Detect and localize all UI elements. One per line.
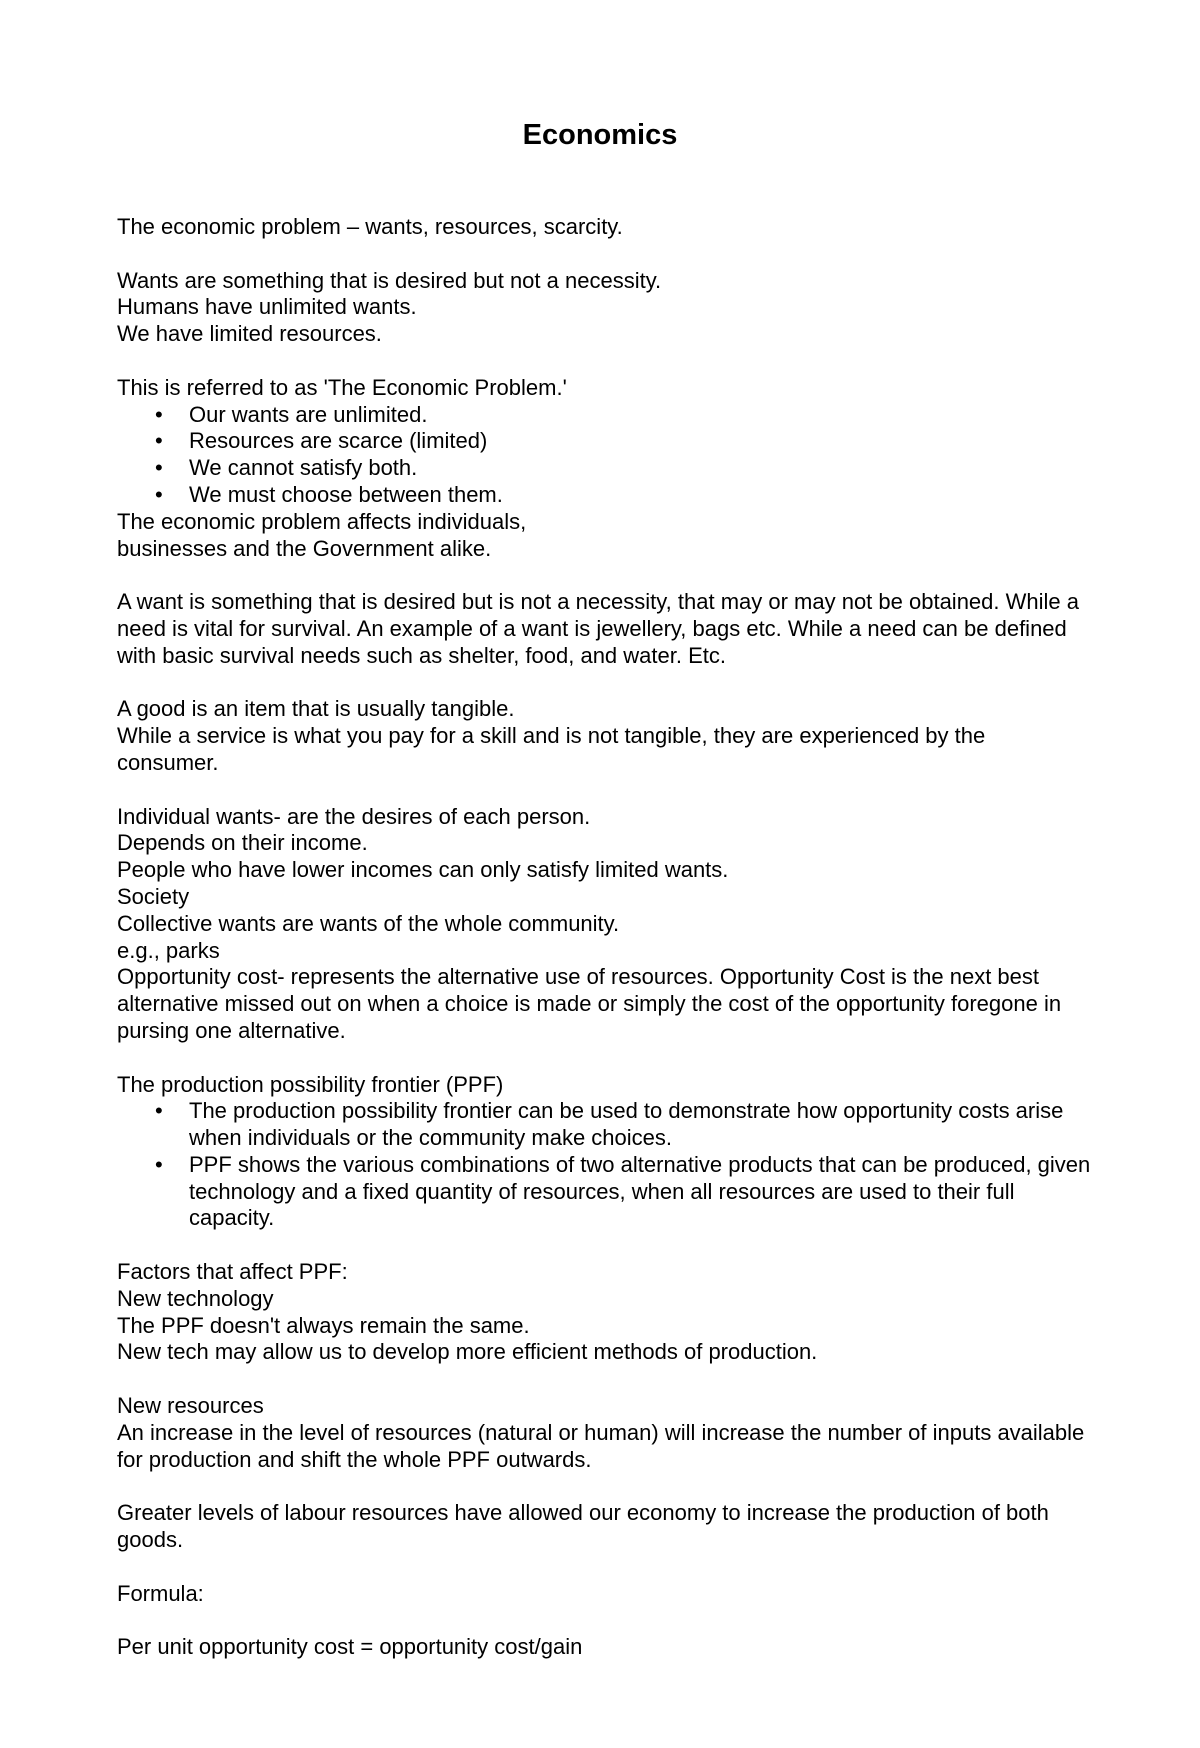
paragraph-economic-problem: The economic problem – wants, resources, scarcity. [117, 214, 623, 239]
bullet-icon: • [155, 455, 163, 481]
paragraph-spacer [117, 1045, 1092, 1072]
list-item [117, 455, 1092, 482]
paragraph-spacer [117, 1232, 1092, 1259]
paragraph-spacer [117, 777, 1092, 804]
bullet-list-economic-problem [117, 402, 1092, 509]
paragraph-spacer [117, 1366, 1092, 1393]
text-line: Factors that affect PPF: [117, 1259, 348, 1285]
list-item-text: Resources are scarce (limited) [189, 428, 488, 454]
text-line: New technology [117, 1285, 274, 1311]
text-line: While a service is what you pay for a skill and is not tangible, they are experienced by the consumer. [117, 723, 986, 775]
text-line: We have limited resources. [117, 321, 382, 347]
list-item [117, 1098, 1092, 1152]
paragraph-spacer [117, 348, 1092, 375]
list-item-text: Our wants are unlimited. [189, 401, 428, 427]
list-item [117, 428, 1092, 455]
list-item-text: We must choose between them. [189, 481, 503, 507]
document-body [117, 214, 1092, 1661]
text-line: This is referred to as 'The Economic Problem.' [117, 374, 567, 400]
bullet-icon: • [155, 1151, 163, 1177]
text-line: The PPF doesn't always remain the same. [117, 1312, 530, 1338]
text-line: The economic problem affects individuals, [117, 508, 527, 534]
list-item [117, 482, 1092, 509]
list-item [117, 402, 1092, 429]
paragraph-spacer [117, 1607, 1092, 1634]
paragraph-spacer [117, 1473, 1092, 1500]
text-line: New resources [117, 1393, 264, 1419]
paragraph-spacer [117, 562, 1092, 589]
text-line: A good is an item that is usually tangible. [117, 696, 515, 722]
list-item-text: We cannot satisfy both. [189, 455, 418, 481]
paragraph-spacer [117, 670, 1092, 697]
list-item [117, 1152, 1092, 1232]
list-item-text: The production possibility frontier can be used to demonstrate how opportunity costs arise when individuals or the community make choices. [189, 1098, 1064, 1151]
paragraph-spacer [117, 1554, 1092, 1581]
paragraph-labour-resources: Greater levels of labour resources have allowed our economy to increase the production of both goods. [117, 1500, 1049, 1553]
text-line: Humans have unlimited wants. [117, 294, 417, 320]
list-item-text: PPF shows the various combinations of two alternative products that can be produced, given technology and a fixed quantity of resources, when all resources are used to their full capacity. [189, 1151, 1091, 1231]
formula-text: Per unit opportunity cost = opportunity cost/gain [117, 1634, 583, 1660]
text-line: New tech may allow us to develop more efficient methods of production. [117, 1339, 818, 1365]
bullet-icon: • [155, 428, 163, 454]
bullet-list-ppf [117, 1098, 1092, 1232]
text-line: Wants are something that is desired but not a necessity. [117, 267, 662, 293]
formula-label: Formula: [117, 1580, 204, 1606]
paragraph-opportunity-cost: Opportunity cost- represents the alternative use of resources. Opportunity Cost is the next best alternative missed out on when a choice is made or simply the cost of the opportunity foregone in pursing one alternative. [117, 964, 1062, 1043]
paragraph-spacer [117, 241, 1092, 268]
bullet-icon: • [155, 481, 163, 507]
paragraph-new-resources: An increase in the level of resources (natural or human) will increase the number of inputs available for production and shift the whole PPF outwards. [117, 1419, 1085, 1472]
text-line: Depends on their income. [117, 830, 368, 856]
text-line: The production possibility frontier (PPF) [117, 1071, 504, 1097]
text-line: Society [117, 883, 190, 909]
text-line: e.g., parks [117, 937, 220, 963]
bullet-icon: • [155, 1098, 163, 1124]
paragraph-want-vs-need: A want is something that is desired but is not a necessity, that may or may not be obtained. While a need is vital for survival. An example of a want is jewellery, bags etc. While a need can be defined with basic survival needs such as shelter, food, and water. Etc. [117, 589, 1079, 668]
text-line: Collective wants are wants of the whole community. [117, 910, 620, 936]
text-line: People who have lower incomes can only satisfy limited wants. [117, 857, 729, 883]
text-line: Individual wants- are the desires of each person. [117, 803, 591, 829]
bullet-icon: • [155, 401, 163, 427]
page-title: Economics [522, 119, 678, 151]
text-line: businesses and the Government alike. [117, 535, 492, 561]
